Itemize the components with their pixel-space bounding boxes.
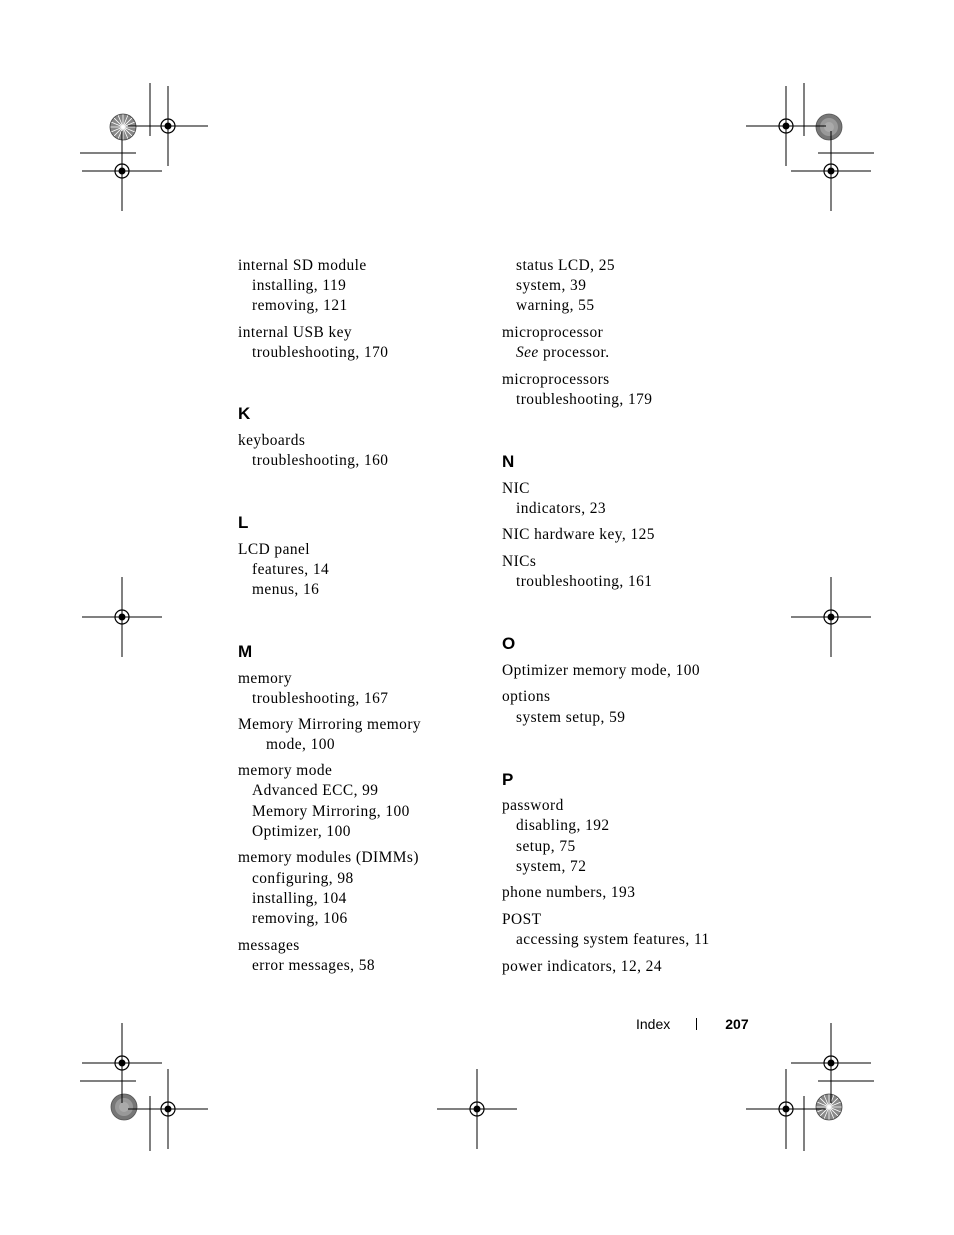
index-subentry: system, 39 bbox=[516, 277, 587, 295]
index-entry: microprocessor bbox=[502, 324, 604, 341]
index-subentry: configuring, 98 bbox=[252, 869, 354, 887]
index-entry: internal SD module bbox=[238, 257, 367, 274]
page-footer bbox=[636, 1014, 749, 1034]
index-subentry: warning, 55 bbox=[516, 297, 595, 315]
index-subentry: system, 72 bbox=[516, 857, 587, 875]
index-entry: memory bbox=[238, 669, 292, 687]
index-entry: internal USB key bbox=[238, 324, 353, 341]
index-column-right bbox=[502, 256, 742, 977]
index-entry: NIC bbox=[502, 479, 530, 497]
section-letter-m: M bbox=[238, 642, 253, 662]
index-entry: Optimizer memory mode, 100 bbox=[502, 661, 701, 679]
index-entry: options bbox=[502, 688, 551, 706]
index-subentry: troubleshooting, 161 bbox=[516, 573, 653, 591]
index-entry: Memory Mirroring memory bbox=[238, 716, 422, 734]
index-entry: NICs bbox=[502, 552, 537, 570]
section-letter-p: P bbox=[502, 769, 514, 789]
index-subentry: Memory Mirroring, 100 bbox=[252, 802, 410, 820]
index-subentry: features, 14 bbox=[252, 560, 330, 578]
index-subentry: troubleshooting, 167 bbox=[252, 689, 389, 707]
section-letter-o: O bbox=[502, 634, 516, 654]
index-subentry: troubleshooting, 179 bbox=[516, 391, 653, 408]
index-subentry: installing, 104 bbox=[252, 889, 347, 907]
index-subentry: troubleshooting, 160 bbox=[252, 452, 389, 469]
index-entry: keyboards bbox=[238, 431, 306, 449]
index-subentry: installing, 119 bbox=[252, 277, 347, 295]
index-subentry: system setup, 59 bbox=[516, 708, 626, 726]
section-letter-k: K bbox=[238, 404, 251, 424]
index-entry: POST bbox=[502, 910, 542, 928]
index-entry: messages bbox=[238, 936, 300, 954]
index-entry: power indicators, 12, 24 bbox=[502, 957, 662, 975]
index-subentry: troubleshooting, 170 bbox=[252, 344, 389, 362]
page-number: 207 bbox=[725, 1016, 749, 1032]
index-subentry: accessing system features, 11 bbox=[516, 931, 710, 949]
index-subentry: Optimizer, 100 bbox=[252, 822, 351, 840]
see-label: See bbox=[516, 344, 539, 362]
index-subentry: disabling, 192 bbox=[516, 817, 610, 835]
index-see-reference bbox=[502, 343, 742, 363]
index-entry: LCD panel bbox=[238, 540, 311, 558]
index-subentry: error messages, 58 bbox=[252, 956, 376, 974]
index-entry: NIC hardware key, 125 bbox=[502, 526, 655, 544]
index-entry: password bbox=[502, 797, 564, 815]
index-subentry: setup, 75 bbox=[516, 837, 576, 855]
index-entry: memory mode bbox=[238, 762, 333, 780]
index-subentry: indicators, 23 bbox=[516, 499, 607, 517]
section-letter-l: L bbox=[238, 513, 249, 533]
index-subentry: menus, 16 bbox=[252, 581, 320, 598]
footer-section-label: Index bbox=[636, 1016, 671, 1032]
footer-divider bbox=[696, 1018, 697, 1030]
index-column-left bbox=[238, 256, 478, 976]
index-entry: memory modules (DIMMs) bbox=[238, 849, 419, 867]
index-subentry: status LCD, 25 bbox=[516, 257, 616, 274]
section-letter-n: N bbox=[502, 452, 515, 472]
index-subentry: removing, 106 bbox=[252, 910, 348, 927]
index-subentry: Advanced ECC, 99 bbox=[252, 782, 379, 800]
index-entry: phone numbers, 193 bbox=[502, 884, 636, 902]
index-subentry: removing, 121 bbox=[252, 297, 348, 315]
index-entry-continuation: mode, 100 bbox=[266, 735, 336, 753]
index-entry: microprocessors bbox=[502, 370, 610, 388]
see-target: processor. bbox=[538, 344, 610, 362]
